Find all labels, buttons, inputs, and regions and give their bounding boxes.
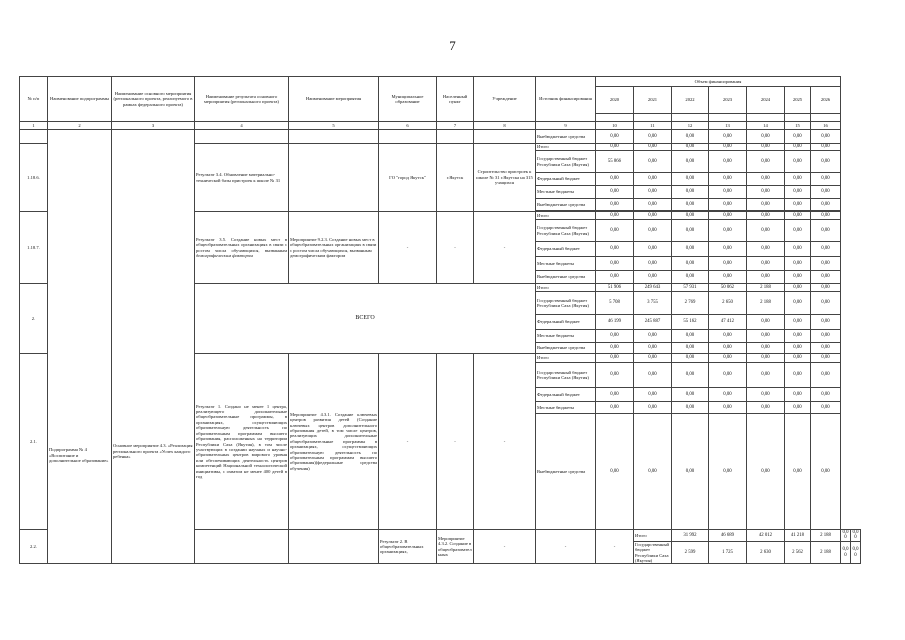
value-cell: 0,00: [811, 212, 841, 220]
value-cell: 0,00: [747, 257, 785, 271]
table-cell: [289, 130, 379, 144]
column-number: 5: [289, 122, 379, 130]
main-event-cell-bottom: [289, 530, 379, 564]
value-cell: 0,00: [785, 144, 811, 151]
value-cell: 0,00: [709, 220, 747, 242]
value-cell: 57 931: [672, 284, 709, 292]
header-year: 2026: [811, 87, 841, 114]
column-number: 3: [112, 122, 195, 130]
value-cell: 0,00: [811, 292, 841, 315]
value-cell: 0,00: [672, 330, 709, 343]
value-cell: 0,00: [811, 130, 841, 144]
municipality-cell: -: [474, 530, 536, 564]
event-text: Мероприятие 4.3.2. Создание в общеобразовательных: [437, 530, 474, 564]
header-year: 2024: [747, 87, 785, 114]
row-number: 2.: [20, 284, 48, 354]
value-cell: 0,00: [596, 220, 634, 242]
value-cell: 0,00: [785, 388, 811, 402]
source-label: Итого: [536, 284, 596, 292]
row-number: 2.1.: [20, 354, 48, 530]
source-label: Внебюджетные средства: [536, 130, 596, 144]
value-cell: 3 755: [634, 292, 672, 315]
value-cell: 0,00: [785, 257, 811, 271]
column-number: 9: [536, 122, 596, 130]
value-cell: 0,00: [672, 388, 709, 402]
institution-cell: -: [596, 530, 634, 564]
value-cell: 0,00: [709, 343, 747, 354]
value-cell: 0,00: [785, 292, 811, 315]
event-text: Мероприятие 9.2.3. Создание новых мест в общеобразовательных организациях в связи с ростом числа обучающихся, вызванным демографическим фактором: [289, 212, 379, 284]
program-cell-bottom: [195, 530, 289, 564]
value-cell: 0,00: [811, 144, 841, 151]
value-cell: 0,00: [634, 186, 672, 199]
value-cell: 46 689: [709, 530, 747, 542]
value-cell: 0,00: [709, 257, 747, 271]
value-cell: 0,00: [747, 354, 785, 363]
column-number: 8: [474, 122, 536, 130]
header-year-spacer: [811, 114, 841, 122]
value-cell: 0,00: [811, 220, 841, 242]
value-cell: 0,00: [634, 173, 672, 186]
value-cell: 0,00: [747, 144, 785, 151]
value-cell: 50 062: [709, 284, 747, 292]
value-cell: 0,00: [672, 257, 709, 271]
value-cell: 0,00: [811, 271, 841, 284]
value-cell: 0,00: [709, 402, 747, 414]
value-cell: 31 992: [672, 530, 709, 542]
institution-cell: -: [474, 354, 536, 530]
value-cell: 0,00: [596, 242, 634, 257]
source-label: Итого: [536, 212, 596, 220]
source-label: Внебюджетные средства: [536, 271, 596, 284]
value-cell: 0,00: [747, 271, 785, 284]
column-number: 11: [634, 122, 672, 130]
row-number: 2.2.: [20, 530, 48, 564]
value-cell: 0,00: [596, 199, 634, 211]
header-institution: Учреждение: [474, 77, 536, 122]
value-cell: 0,00: [672, 271, 709, 284]
value-cell: 0,00: [747, 343, 785, 354]
value-cell: 2 630: [747, 541, 785, 564]
value-cell: 0,00: [672, 199, 709, 211]
value-cell: 0,00: [785, 343, 811, 354]
header-settlement: Населенный пункт: [437, 77, 474, 122]
value-cell: 0,00: [811, 257, 841, 271]
value-cell: 0,00: [634, 343, 672, 354]
value-cell: 0,00: [785, 315, 811, 330]
value-cell: 0,00: [596, 330, 634, 343]
header-event: Наименование мероприятия: [289, 77, 379, 122]
value-cell: 0,00: [596, 354, 634, 363]
source-label: Внебюджетные средства: [536, 343, 596, 354]
value-cell: 5 708: [596, 292, 634, 315]
value-cell: 0,00: [709, 242, 747, 257]
table-cell: [379, 130, 437, 144]
value-cell: 0,00: [672, 414, 709, 530]
value-cell: 249 643: [634, 284, 672, 292]
institution-cell: -: [474, 212, 536, 284]
municipality-cell: -: [379, 212, 437, 284]
source-label: Итого: [536, 354, 596, 363]
value-cell: 0,00: [634, 130, 672, 144]
header-year-spacer: [672, 114, 709, 122]
value-cell: 0,00: [785, 151, 811, 173]
value-cell: 0,00: [747, 388, 785, 402]
main-event-text: Основное мероприятие 4.3. «Реализация регионального проекта «Успех каждого ребенка»: [113, 443, 193, 460]
value-cell: 0,00: [811, 330, 841, 343]
program-cell-top: [48, 130, 112, 564]
source-label: Местные бюджеты: [536, 330, 596, 343]
value-cell: 0,00: [709, 271, 747, 284]
column-number: 14: [747, 122, 785, 130]
value-cell: 0,00: [596, 186, 634, 199]
value-cell: 0,00: [785, 330, 811, 343]
header-year: 2020: [596, 87, 634, 114]
municipality-cell: -: [379, 354, 437, 530]
value-cell: 0,00: [811, 242, 841, 257]
column-number: 7: [437, 122, 474, 130]
value-cell: 0,00: [672, 144, 709, 151]
row-number: 1.18.7.: [20, 212, 48, 284]
header-funding-group: Объем финансирования: [596, 77, 841, 87]
value-cell: 0,00: [672, 242, 709, 257]
value-cell: 0,00: [785, 414, 811, 530]
value-cell: 0,00: [709, 363, 747, 388]
source-label: Государственный бюджет Республики Саха (Якутия): [536, 151, 596, 173]
value-cell: 0,00: [634, 144, 672, 151]
value-cell: 0,00: [785, 354, 811, 363]
value-cell: 0,00: [747, 186, 785, 199]
value-cell: 0,00: [672, 343, 709, 354]
value-cell: 55 866: [596, 151, 634, 173]
column-number: 4: [195, 122, 289, 130]
header-program: Наименование подпрограммы: [48, 77, 112, 122]
value-cell: 0,00: [747, 212, 785, 220]
value-cell: 0,00: [785, 199, 811, 211]
value-cell: 0,00: [634, 402, 672, 414]
value-cell: 0,00: [672, 402, 709, 414]
value-cell: 0,00: [709, 144, 747, 151]
row-number: 1.18.6.: [20, 144, 48, 212]
value-cell: 0,00: [709, 212, 747, 220]
value-cell: 2 562: [785, 541, 811, 564]
source-label: Местные бюджеты: [536, 186, 596, 199]
value-cell: 0,00: [672, 173, 709, 186]
header-no: № п/п: [20, 77, 48, 122]
value-cell: 0,00: [841, 541, 851, 564]
value-cell: 0,00: [596, 388, 634, 402]
value-cell: 0,00: [785, 212, 811, 220]
column-number: 6: [379, 122, 437, 130]
funding-table: [19, 76, 861, 564]
header-result: Наименование результата основного мероприятия (регионального проекта): [195, 77, 289, 122]
value-cell: 0,00: [672, 363, 709, 388]
column-number: 13: [709, 122, 747, 130]
source-label: Местные бюджеты: [536, 257, 596, 271]
value-cell: 0,00: [709, 186, 747, 199]
value-cell: 0,00: [747, 199, 785, 211]
value-cell: 245 887: [634, 315, 672, 330]
value-cell: 0,00: [709, 130, 747, 144]
source-label: Внебюджетные средства: [536, 414, 596, 530]
column-number: 2: [48, 122, 112, 130]
result-text-italic: демографическим фактором: [196, 252, 253, 258]
table-cell: [195, 130, 289, 144]
value-cell: 0,00: [811, 186, 841, 199]
value-cell: 0,00: [596, 271, 634, 284]
source-label: Федеральный бюджет: [536, 173, 596, 186]
header-main-event: Наименование основного мероприятия (регионального проекта, реализуемого в рамках федерального проекта): [112, 77, 195, 122]
value-cell: 0,00: [634, 151, 672, 173]
value-cell: 0,00: [596, 144, 634, 151]
header-year: 2023: [709, 87, 747, 114]
page-number: 7: [449, 38, 456, 53]
value-cell: 0,00: [747, 414, 785, 530]
value-cell: 42 012: [747, 530, 785, 542]
value-cell: 0,00: [811, 284, 841, 292]
settlement-cell: -: [536, 530, 596, 564]
source-label: Федеральный бюджет: [536, 388, 596, 402]
value-cell: 0,00: [851, 541, 861, 564]
program-text: Подпрограмма № 4 «Воспитание и дополнительное образование»: [49, 447, 109, 464]
value-cell: 0,00: [596, 130, 634, 144]
source-label: Внебюджетные средства: [536, 199, 596, 211]
value-cell: 0,00: [709, 173, 747, 186]
value-cell: 0,00: [709, 414, 747, 530]
total-label: ВСЕГО: [195, 284, 536, 354]
value-cell: 0,00: [785, 220, 811, 242]
source-label: Государственный бюджет Республики Саха (Якутия): [536, 363, 596, 388]
value-cell: 0,00: [785, 284, 811, 292]
table-cell: [437, 130, 474, 144]
column-number: 15: [785, 122, 811, 130]
value-cell: 0,00: [634, 330, 672, 343]
result-text: [195, 212, 289, 284]
value-cell: 2 188: [747, 284, 785, 292]
column-number: 10: [596, 122, 634, 130]
header-year: 2022: [672, 87, 709, 114]
value-cell: 0,00: [672, 220, 709, 242]
value-cell: 46 199: [596, 315, 634, 330]
column-number: 16: [811, 122, 841, 130]
value-cell: 0,00: [709, 354, 747, 363]
source-label: Местные бюджеты: [536, 402, 596, 414]
value-cell: 0,00: [842, 530, 849, 541]
settlement-cell: г.Якутск: [437, 144, 474, 212]
value-cell: 0,00: [811, 173, 841, 186]
value-cell: 2 188: [811, 541, 841, 564]
value-cell: 0,00: [785, 173, 811, 186]
settlement-cell: -: [437, 354, 474, 530]
value-cell: 0,00: [634, 257, 672, 271]
value-cell: 0,00: [634, 388, 672, 402]
value-cell: 0,00: [596, 402, 634, 414]
value-cell: 0,00: [811, 363, 841, 388]
value-cell: 0,00: [785, 402, 811, 414]
header-year-spacer: [747, 114, 785, 122]
value-cell: 0,00: [811, 354, 841, 363]
value-cell: 2 188: [747, 292, 785, 315]
value-cell: 51 906: [596, 284, 634, 292]
value-cell: 0,00: [747, 151, 785, 173]
header-year: 2025: [785, 87, 811, 114]
event-text: Мероприятие 4.3.1. Создание ключевых центров развития детей (Создание ключевых центров дополнительного образования детей, в том числе центров, реализующих дополнительные общеобразовательные программы в организациях, осуществляющих образовательную деятельность по образовательным программам высшего образования)(федеральные средства обучения): [289, 354, 379, 530]
value-cell: 2 188: [811, 530, 841, 542]
result-text: Результат 2. В общеобразовательных организациях,: [379, 530, 437, 564]
value-cell: 0,00: [747, 330, 785, 343]
value-cell: 0,00: [672, 130, 709, 144]
value-cell: 0,00: [634, 363, 672, 388]
value-cell: 0,00: [596, 363, 634, 388]
header-year-spacer: [596, 114, 634, 122]
value-cell: 0,00: [747, 130, 785, 144]
value-cell: 0,00: [785, 242, 811, 257]
value-cell: 0,00: [596, 173, 634, 186]
value-cell: 0,00: [634, 242, 672, 257]
value-cell: 0,00: [709, 330, 747, 343]
value-cell: 0,00: [785, 130, 811, 144]
value-cell: 41 218: [785, 530, 811, 542]
value-cell: 0,00: [596, 212, 634, 220]
value-cell: 0,00: [672, 151, 709, 173]
value-cell: 0,00: [634, 212, 672, 220]
source-label: Государственный бюджет Республики Саха (Якутия): [634, 541, 672, 564]
value-cell: 0,00: [811, 199, 841, 211]
source-label: Федеральный бюджет: [536, 315, 596, 330]
value-cell: 47 412: [709, 315, 747, 330]
header-year-spacer: [709, 114, 747, 122]
column-number: 1: [20, 122, 48, 130]
value-cell: 0,00: [672, 212, 709, 220]
value-cell: 0,00: [852, 530, 859, 541]
value-cell: 0,00: [634, 354, 672, 363]
value-cell: 0,00: [785, 271, 811, 284]
value-cell: 0,00: [811, 414, 841, 530]
value-cell: 0,00: [811, 343, 841, 354]
value-cell: 0,00: [747, 242, 785, 257]
value-cell: 0,00: [811, 151, 841, 173]
source-label: Итого: [634, 530, 672, 542]
table-cell: [20, 130, 48, 144]
value-cell: 1 725: [709, 541, 747, 564]
value-cell: 2 769: [672, 292, 709, 315]
value-cell: 0,00: [709, 199, 747, 211]
header-municipality: Муниципальное образование: [379, 77, 437, 122]
source-label: Итого: [536, 144, 596, 151]
table-cell: [474, 130, 536, 144]
main-event-cell-top: [112, 130, 195, 564]
value-cell: 0,00: [596, 257, 634, 271]
value-cell: 2 599: [672, 541, 709, 564]
header-year-spacer: [634, 114, 672, 122]
value-cell: 0,00: [596, 414, 634, 530]
value-cell: 0,00: [747, 220, 785, 242]
value-cell: 0,00: [811, 402, 841, 414]
value-cell: 0,00: [634, 199, 672, 211]
source-label: Государственный бюджет Республики Саха (Якутия): [536, 292, 596, 315]
municipality-cell: ГО "город Якутск": [379, 144, 437, 212]
event-cell: [289, 144, 379, 212]
header-year: 2021: [634, 87, 672, 114]
value-cell: 0,00: [709, 151, 747, 173]
value-cell: 0,00: [709, 388, 747, 402]
value-cell: 0,00: [672, 354, 709, 363]
institution-cell: Строительство пристроек к школе № 31 г.Якутска на 315 учащихся: [474, 144, 536, 212]
value-cell: 55 162: [672, 315, 709, 330]
value-cell: 0,00: [634, 220, 672, 242]
column-number: 12: [672, 122, 709, 130]
value-cell: 0,00: [785, 363, 811, 388]
value-cell: 0,00: [747, 402, 785, 414]
header-year-spacer: [785, 114, 811, 122]
settlement-cell: -: [437, 212, 474, 284]
value-cell: 0,00: [747, 315, 785, 330]
result-text: Результат 3.4. Обновление материально-технической базы пристроек к школе № 31: [195, 144, 289, 212]
value-cell: 2 650: [709, 292, 747, 315]
value-cell: 0,00: [811, 315, 841, 330]
value-cell: 0,00: [785, 186, 811, 199]
result-text: Результат 1. Создано не менее 1 центра, реализующего дополнительные общеобразовательные программы, в организациях, осуществляющих образовательную деятельность по образовательным программам высшего образования, расположенных на территории Республики Саха (Якутия), в том числе участвующих в создании научных и научно-образовательных центров мирового уровня или обеспечивающих деятельность центров компетенций Национальной технологической инициативы, с охватом не менее 400 детей в год: [195, 354, 289, 530]
header-sources: Источник финансирования: [536, 77, 596, 122]
value-cell: 0,00: [596, 343, 634, 354]
source-label: Федеральный бюджет: [536, 242, 596, 257]
value-cell: 0,00: [747, 173, 785, 186]
value-cell: 0,00: [811, 388, 841, 402]
value-cell: 0,00: [672, 186, 709, 199]
value-cell: 0,00: [634, 271, 672, 284]
value-cell: 0,00: [634, 414, 672, 530]
source-label: Государственный бюджет Республики Саха (Якутия): [536, 220, 596, 242]
value-cell: 0,00: [747, 363, 785, 388]
result-text-part: Результат 3.5. Создание новых мест в общеобразовательных организациях в связи с ростом числа обучающихся, вызванным: [196, 236, 287, 253]
